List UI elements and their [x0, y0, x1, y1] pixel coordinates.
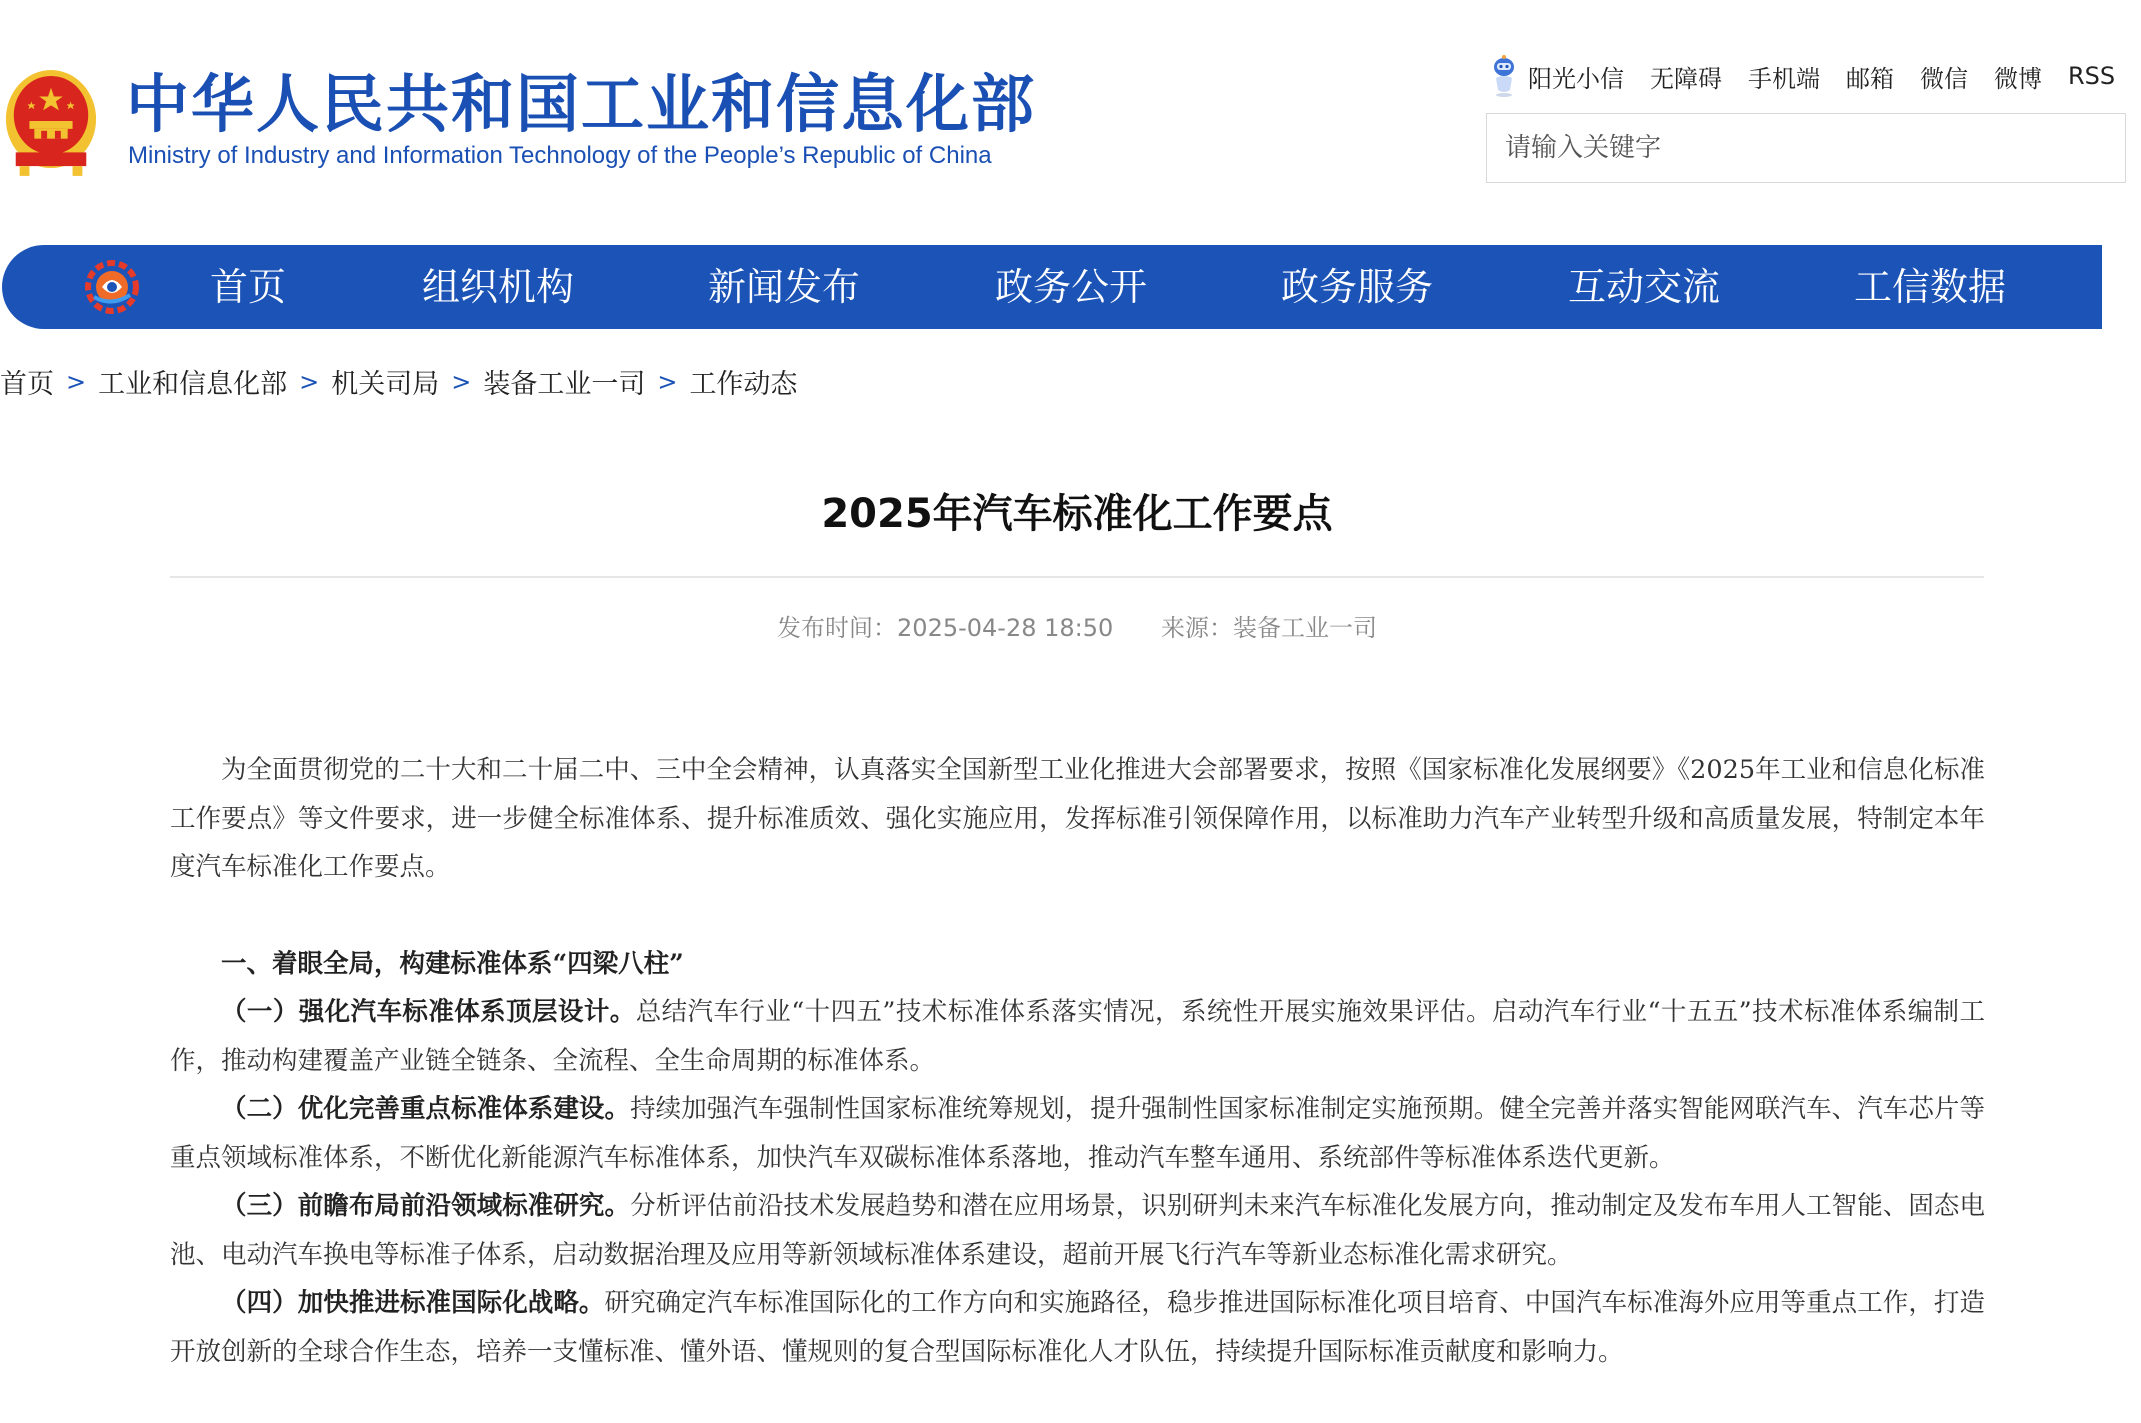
title-divider — [170, 576, 1984, 578]
toplink-sunshine-xiaoxin[interactable]: 阳光小信 — [1528, 64, 1624, 93]
site-subtitle: Ministry of Industry and Information Technology of the People’s Republic of China — [128, 142, 992, 169]
nav-government-affairs-disclosure[interactable]: 政务公开 — [995, 265, 1148, 309]
national-emblem-icon[interactable] — [2, 66, 100, 178]
list-item — [170, 1182, 1985, 1279]
search-input[interactable] — [1487, 114, 2125, 182]
breadcrumb-separator: > — [657, 367, 678, 396]
breadcrumb-separator: > — [299, 367, 320, 396]
list-item-body: 总结汽车行业“十四五”技术标准体系落实情况，系统性开展实施效果评估。启动汽车行业“十五五”技术标准体系编制工作，推动构建覆盖产业链全链条、全流程、全生命周期的标准体系。 — [170, 997, 1985, 1076]
nav-data[interactable]: 工信数据 — [1854, 265, 2007, 309]
breadcrumb-miit[interactable]: 工业和信息化部 — [98, 369, 288, 400]
list-item — [170, 988, 1985, 1085]
top-links — [1488, 56, 2141, 96]
breadcrumb-equipment-dept-1[interactable]: 装备工业一司 — [483, 369, 646, 400]
article-body — [170, 746, 1985, 1376]
breadcrumb-departments[interactable]: 机关司局 — [331, 369, 440, 400]
breadcrumb-separator: > — [451, 367, 472, 396]
nav-organization[interactable]: 组织机构 — [422, 265, 575, 309]
list-item-lead: （四）加快推进标准国际化战略。 — [221, 1288, 605, 1318]
nav-government-services[interactable]: 政务服务 — [1281, 265, 1434, 309]
list-item-lead: （一）强化汽车标准体系顶层设计。 — [221, 997, 636, 1027]
main-nav — [2, 245, 2102, 329]
publish-time: 发布时间：2025-04-28 18:50 — [777, 614, 1114, 642]
breadcrumb — [0, 362, 797, 401]
breadcrumb-separator: > — [66, 367, 87, 396]
toplink-rss[interactable]: RSS — [2068, 62, 2116, 90]
article-title: 2025年汽车标准化工作要点 — [821, 491, 1333, 537]
list-item-body: 持续加强汽车强制性国家标准统筹规划，提升强制性国家标准制定实施预期。健全完善并落实智能网联汽车、汽车芯片等重点领域标准体系，不断优化新能源汽车标准体系，加快汽车双碳标准体系落地，推动汽车整车通用、系统部件等标准体系迭代更新。 — [170, 1094, 1985, 1173]
section-heading-text: 一、着眼全局，构建标准体系“四梁八柱” — [221, 948, 684, 979]
nav-news[interactable]: 新闻发布 — [708, 265, 861, 309]
list-item — [170, 1085, 1985, 1182]
toplink-mobile[interactable]: 手机端 — [1748, 64, 1820, 93]
toplink-email[interactable]: 邮箱 — [1846, 64, 1894, 93]
nav-logo-icon[interactable] — [84, 259, 140, 315]
list-item-lead: （二）优化完善重点标准体系建设。 — [221, 1094, 631, 1124]
list-item — [170, 1279, 1985, 1376]
search-box — [1486, 113, 2126, 183]
toplink-accessibility[interactable]: 无障碍 — [1650, 64, 1722, 93]
breadcrumb-home[interactable]: 首页 — [0, 369, 54, 400]
section-heading — [170, 940, 1985, 989]
toplink-weibo[interactable]: 微博 — [1994, 64, 2042, 93]
intro-paragraph: 为全面贯彻党的二十大和二十届二中、三中全会精神，认真落实全国新型工业化推进大会部署要求，按照《国家标准化发展纲要》《2025年工业和信息化标准工作要点》等文件要求，进一步健全标准体系、提升标准质效、强化实施应用，发挥标准引领保障作用，以标准助力汽车产业转型升级和高质量发展，特制定本年度汽车标准化工作要点。 — [170, 755, 1985, 882]
list-item-lead: （三）前瞻布局前沿领域标准研究。 — [221, 1191, 631, 1221]
list-item-body: 分析评估前沿技术发展趋势和潜在应用场景，识别研判未来汽车标准化发展方向，推动制定及发布车用人工智能、固态电池、电动汽车换电等标准子体系，启动数据治理及应用等新领域标准体系建设，超前开展飞行汽车等新业态标准化需求研究。 — [170, 1191, 1985, 1270]
site-header — [0, 0, 2116, 240]
robot-icon[interactable] — [1488, 54, 1520, 98]
nav-interaction[interactable]: 互动交流 — [1568, 265, 1721, 309]
article-source: 来源：装备工业一司 — [1160, 614, 1377, 642]
site-title: 中华人民共和国工业和信息化部 — [126, 68, 1036, 141]
list-item-body: 研究确定汽车标准国际化的工作方向和实施路径，稳步推进国际标准化项目培育、中国汽车标准海外应用等重点工作，打造开放创新的全球合作生态，培养一支懂标准、懂外语、懂规则的复合型国际标准化人才队伍，持续提升国际标准贡献度和影响力。 — [170, 1288, 1985, 1367]
nav-home[interactable]: 首页 — [210, 265, 287, 309]
toplink-wechat[interactable]: 微信 — [1920, 64, 1968, 93]
article-meta — [170, 608, 1984, 643]
breadcrumb-work-updates[interactable]: 工作动态 — [689, 369, 798, 400]
